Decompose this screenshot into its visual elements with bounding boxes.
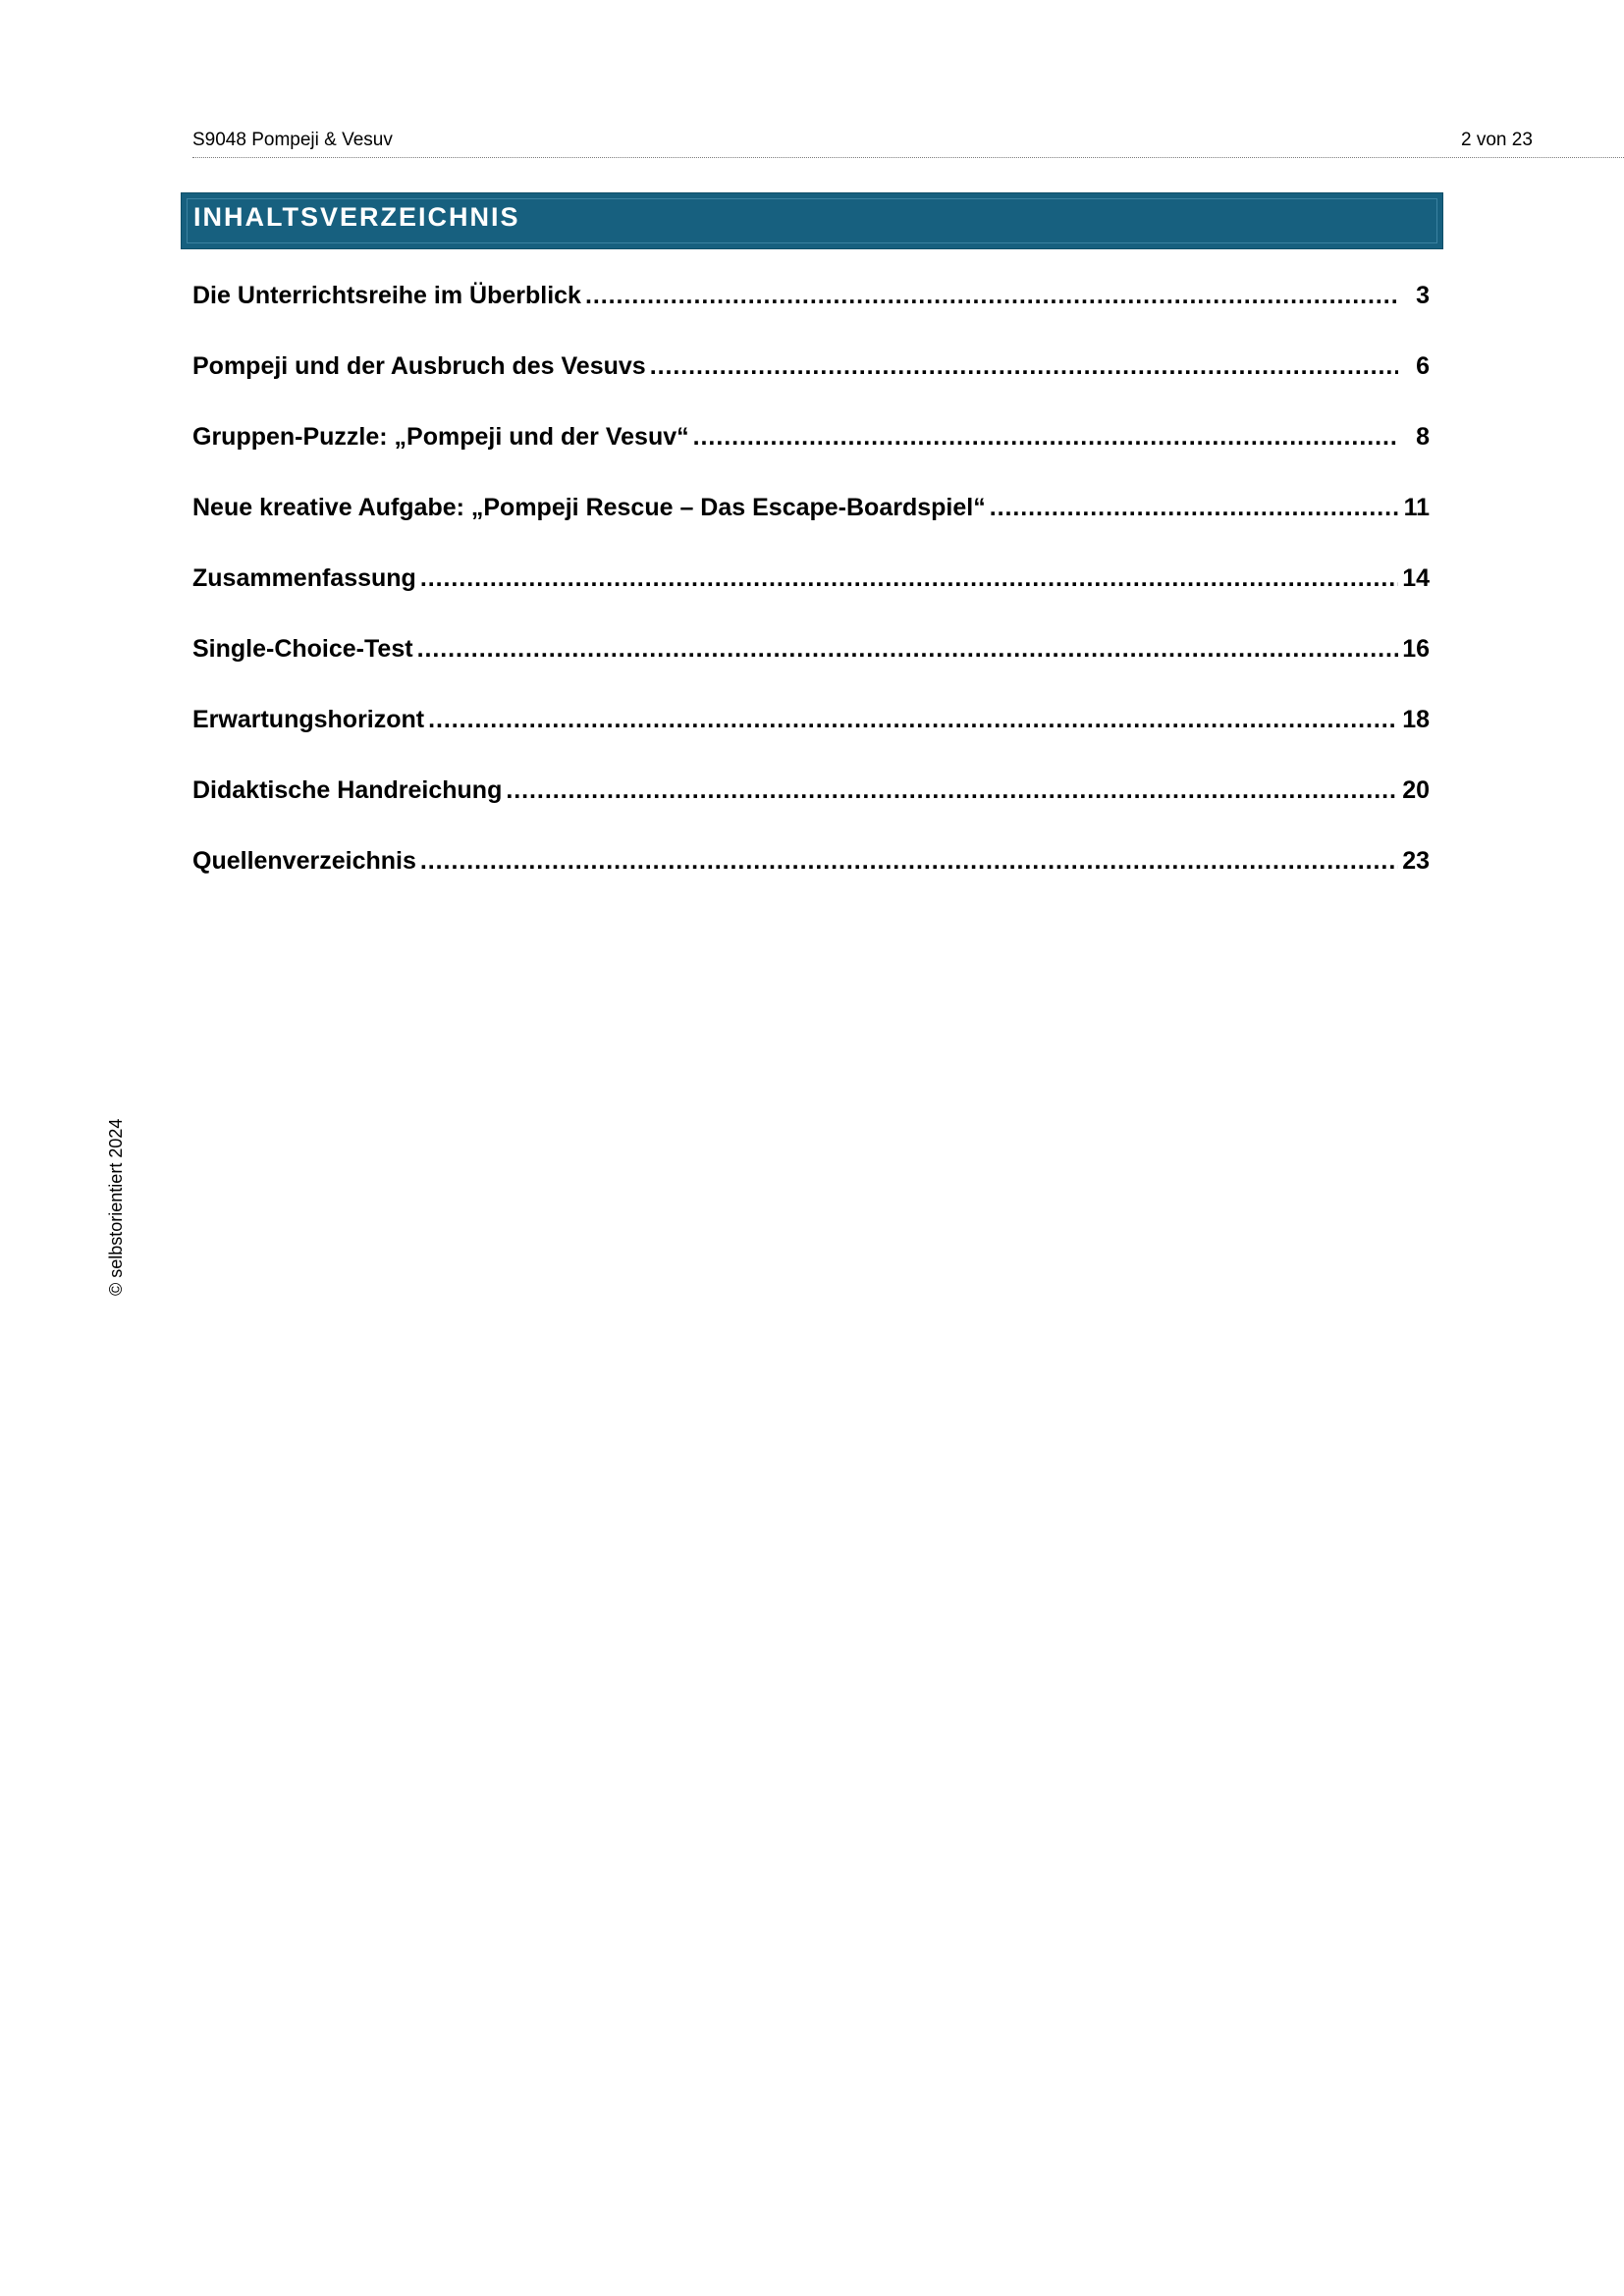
toc-dot-leader [585,282,1398,310]
toc-entry-label: Didaktische Handreichung [192,776,503,804]
document-id-title: S9048 Pompeji & Vesuv [192,130,393,150]
toc-dot-leader [693,423,1398,452]
toc-entry-page: 11 [1403,494,1430,521]
toc-entry-label: Single-Choice-Test [192,635,413,663]
toc-entry[interactable] [192,847,1430,918]
toc-entry-label: Die Unterrichtsreihe im Überblick [192,282,581,309]
toc-entry-page: 20 [1402,776,1430,804]
toc-heading-banner [181,192,1443,249]
toc-entry[interactable] [192,564,1430,635]
toc-entry-page: 3 [1416,282,1430,309]
toc-entry[interactable] [192,282,1430,352]
toc-entry-page: 6 [1416,352,1430,380]
toc-entry[interactable] [192,635,1430,706]
toc-dot-leader [506,776,1398,805]
toc-entry-label: Zusammenfassung [192,564,416,592]
toc-dot-leader [990,494,1398,522]
toc-entry-label: Gruppen-Puzzle: „Pompeji und der Vesuv“ [192,423,689,451]
toc-entry[interactable] [192,494,1430,564]
toc-dot-leader [428,706,1398,734]
page-header [192,128,1624,158]
toc-entry[interactable] [192,776,1430,847]
toc-entry-page: 8 [1416,423,1430,451]
toc-entry-page: 16 [1402,635,1430,663]
toc-entry-label: Quellenverzeichnis [192,847,416,875]
toc-entry-label: Pompeji und der Ausbruch des Vesuvs [192,352,646,380]
toc-entry-page: 23 [1402,847,1430,875]
toc-entry-label: Erwartungshorizont [192,706,425,733]
toc-dot-leader [650,352,1398,381]
page-number: 2 von 23 [1461,130,1533,150]
toc-entry[interactable] [192,423,1430,494]
toc-entry-page: 14 [1402,564,1430,592]
toc-dot-leader [420,847,1398,876]
toc-entry[interactable] [192,706,1430,776]
toc-dot-leader [420,564,1398,593]
toc-entry[interactable] [192,352,1430,423]
toc-dot-leader [417,635,1398,664]
toc-entry-page: 18 [1402,706,1430,733]
toc-title: INHALTSVERZEICHNIS [193,202,520,232]
copyright-notice: © selbstorientiert 2024 [106,1118,126,1296]
toc-entry-label: Neue kreative Aufgabe: „Pompeji Rescue – Das Escape-Boardspiel“ [192,494,986,521]
toc-list [192,282,1430,918]
